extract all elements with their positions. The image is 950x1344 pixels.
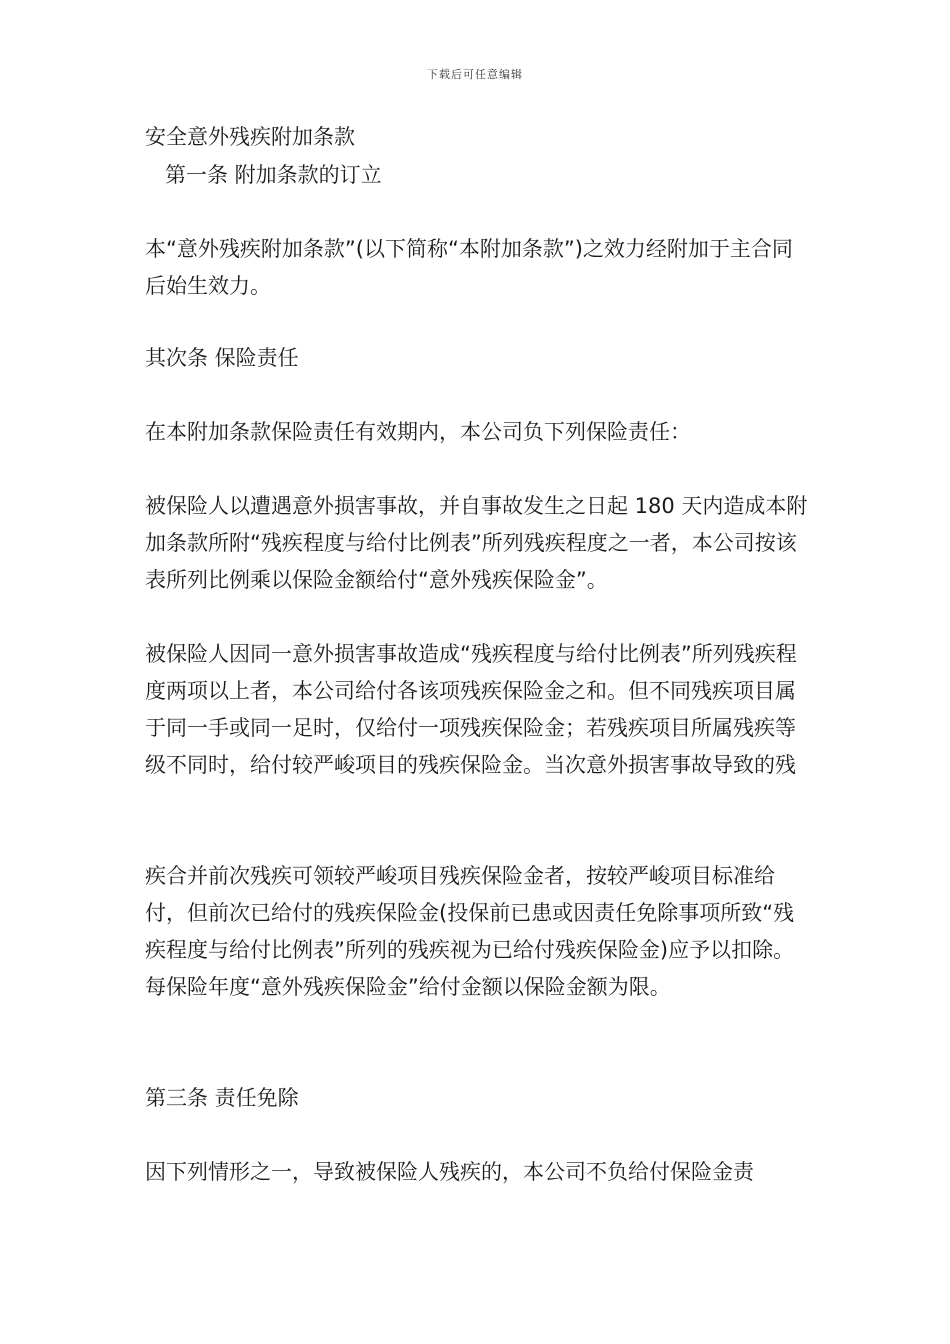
paragraph-effectiveness: 本“意外残疾附加条款”(以下简称“本附加条款”)之效力经附加于主合同后始生效力。 (145, 237, 793, 298)
document-title: 安全意外残疾附加条款 (145, 125, 355, 149)
article-2-heading: 其次条 保险责任 (145, 346, 299, 370)
paragraph-previous-disability: 疾合并前次残疾可领较严峻项目残疾保险金者，按较严峻项目标准给付，但前次已给付的残疾保险金(投保前已患或因责任免除事项所致“残疾程度与给付比例表”所列的残疾视为已给付残疾保险金)应予以扣除。每保险年度“意外残疾保险金”给付金额以保险金额为限。 (145, 864, 795, 999)
page-header: 下载后可任意编辑 (427, 68, 523, 81)
paragraph-liability-intro: 在本附加条款保险责任有效期内，本公司负下列保险责任： (145, 420, 691, 444)
paragraph-multiple-disabilities: 被保险人因同一意外损害事故造成“残疾程度与给付比例表”所列残疾程度两项以上者，本公司给付各该项残疾保险金之和。但不同残疾项目属于同一手或同一足时，仅给付一项残疾保险金；若残疾项目所属残疾等级不同时，给付较严峻项目的残疾保险金。当次意外损害事故导致的残 (145, 642, 797, 777)
article-1-heading: 第一条 附加条款的订立 (165, 163, 382, 187)
paragraph-exclusions-intro: 因下列情形之一，导致被保险人残疾的，本公司不负给付保险金责 (145, 1160, 754, 1184)
article-3-heading: 第三条 责任免除 (145, 1086, 299, 1110)
paragraph-accident-disability: 被保险人以遭遇意外损害事故，并自事故发生之日起 180 天内造成本附加条款所附“残疾程度与给付比例表”所列残疾程度之一者，本公司按该表所列比例乘以保险金额给付“意外残疾保险金”。 (145, 494, 808, 592)
